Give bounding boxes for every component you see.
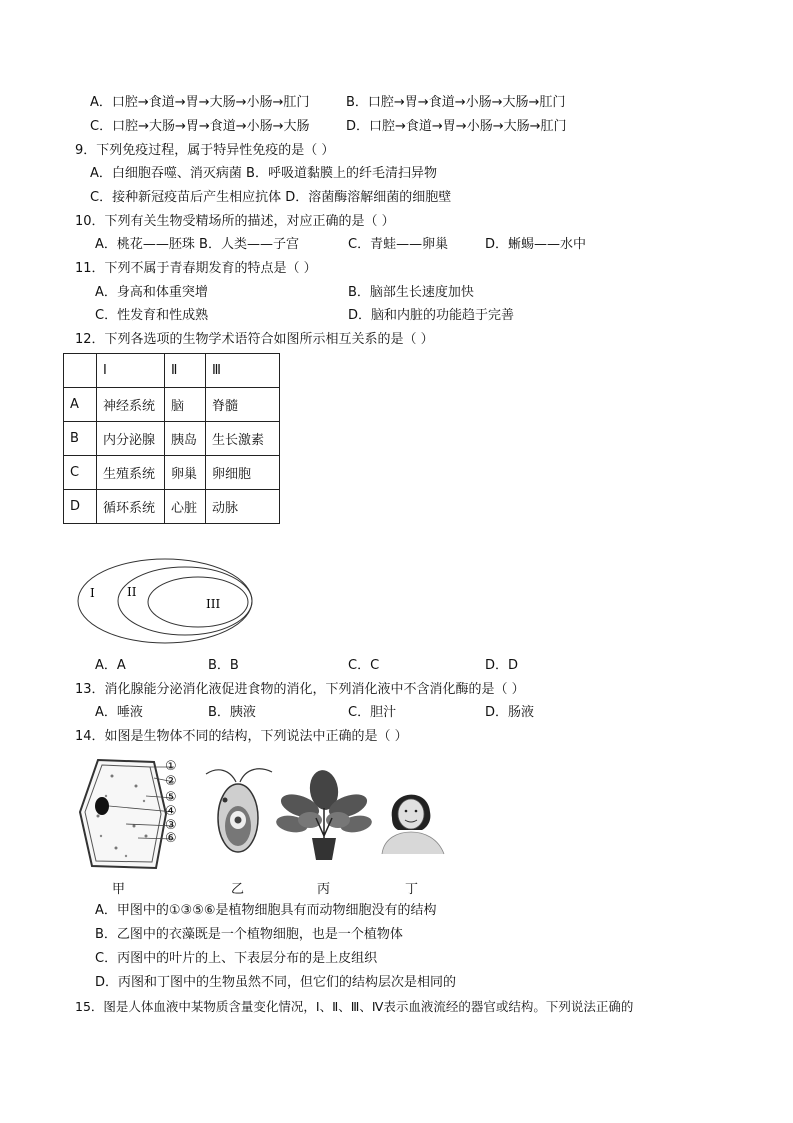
q9-options-ab: A．白细胞吞噬、消灭病菌 B．呼吸道黏膜上的纤毛清扫异物: [90, 166, 437, 181]
table-cell: A: [64, 388, 97, 422]
nested-ellipse-diagram: [70, 555, 260, 647]
q13-stem: 13．消化腺能分泌消化液促进食物的消化，下列消化液中不含消化酶的是（ ）: [75, 682, 525, 697]
table-cell: B: [64, 422, 97, 456]
q11-option-d: D．脑和内脏的功能趋于完善: [348, 308, 515, 323]
q14-option-d: D．丙图和丁图中的生物虽然不同，但它们的结构层次是相同的: [95, 975, 457, 990]
marker-1: ①: [165, 759, 177, 774]
table-cell: 心脏: [165, 490, 206, 524]
q13-option-d: D．肠液: [485, 705, 535, 720]
q10-options-ab: A．桃花——胚珠 B．人类——子宫: [95, 237, 299, 252]
q11-option-b: B．脑部生长速度加快: [348, 285, 474, 300]
marker-2: ②: [165, 774, 177, 789]
q14-stem: 14．如图是生物体不同的结构，下列说法中正确的是（ ）: [75, 729, 408, 744]
marker-4: ④: [165, 804, 177, 819]
potted-plant-figure: [276, 768, 372, 864]
table-cell: 动脉: [206, 490, 280, 524]
q12-option-d: D．D: [485, 658, 519, 673]
q12-option-a: A．A: [95, 658, 126, 673]
q13-option-c: C．胆汁: [348, 705, 397, 720]
person-figure: [374, 782, 450, 858]
diagram-label-outer: I: [90, 586, 95, 600]
q10-option-c: C．青蛙——卵巢: [348, 237, 449, 252]
q9-stem: 9．下列免疫过程，属于特异性免疫的是（ ）: [75, 143, 335, 158]
table-cell: 脑: [165, 388, 206, 422]
q8-option-c: C．口腔→大肠→胃→食道→小肠→大肠: [90, 119, 310, 134]
table-cell: 卵巢: [165, 456, 206, 490]
q12-stem: 12．下列各选项的生物学术语符合如图所示相互关系的是（ ）: [75, 332, 434, 347]
table-cell: 神经系统: [97, 388, 165, 422]
diagram-label-inner: III: [206, 597, 221, 611]
table-cell: Ⅲ: [206, 354, 280, 388]
table-cell: D: [64, 490, 97, 524]
table-cell: Ⅱ: [165, 354, 206, 388]
table-cell: C: [64, 456, 97, 490]
diagram-label-middle: II: [127, 585, 137, 599]
table-cell: 生长激素: [206, 422, 280, 456]
q11-stem: 11．下列不属于青春期发育的特点是（ ）: [75, 261, 317, 276]
marker-3: ③: [165, 818, 177, 833]
table-cell: 脊髓: [206, 388, 280, 422]
table-cell: 胰岛: [165, 422, 206, 456]
table-row: [64, 388, 280, 422]
q14-option-c: C．丙图中的叶片的上、下表层分布的是上皮组织: [95, 951, 378, 966]
table-cell: 卵细胞: [206, 456, 280, 490]
q12-option-b: B．B: [208, 658, 239, 673]
marker-6: ⑥: [165, 831, 177, 846]
marker-5: ⑤: [165, 790, 177, 805]
table-cell: 内分泌腺: [97, 422, 165, 456]
table-row: [64, 490, 280, 524]
table-cell: 循环系统: [97, 490, 165, 524]
table-row: [64, 422, 280, 456]
q12-table: [63, 353, 280, 524]
q15-stem: 15．图是人体血液中某物质含量变化情况，Ⅰ、Ⅱ、Ⅲ、Ⅳ表示血液流经的器官或结构。下列说法正确的: [75, 999, 634, 1014]
caption-bing: 丙: [317, 882, 331, 897]
table-cell: I: [97, 354, 165, 388]
q14-option-a: A．甲图中的①③⑤⑥是植物细胞具有而动物细胞没有的结构: [95, 903, 437, 918]
caption-yi: 乙: [231, 882, 245, 897]
q12-option-c: C．C: [348, 658, 380, 673]
q11-option-c: C．性发育和性成熟: [95, 308, 209, 323]
caption-ding: 丁: [405, 882, 419, 897]
caption-jia: 甲: [112, 882, 126, 897]
table-row: [64, 456, 280, 490]
q8-option-b: B．口腔→胃→食道→小肠→大肠→肛门: [346, 95, 566, 110]
q14-option-b: B．乙图中的衣藻既是一个植物细胞，也是一个植物体: [95, 927, 403, 942]
chlamydomonas-figure: [200, 760, 280, 860]
table-cell: 生殖系统: [97, 456, 165, 490]
q10-stem: 10．下列有关生物受精场所的描述，对应正确的是（ ）: [75, 214, 395, 229]
q8-option-d: D．口腔→食道→胃→小肠→大肠→肛门: [346, 119, 567, 134]
table-cell: [64, 354, 97, 388]
q13-option-a: A．唾液: [95, 705, 143, 720]
q13-option-b: B．胰液: [208, 705, 256, 720]
table-header-row: [64, 354, 280, 388]
q9-options-cd: C．接种新冠疫苗后产生相应抗体 D．溶菌酶溶解细菌的细胞壁: [90, 190, 452, 205]
q10-option-d: D．蜥蜴——水中: [485, 237, 587, 252]
q8-option-a: A．口腔→食道→胃→大肠→小肠→肛门: [90, 95, 310, 110]
q11-option-a: A．身高和体重突增: [95, 285, 208, 300]
